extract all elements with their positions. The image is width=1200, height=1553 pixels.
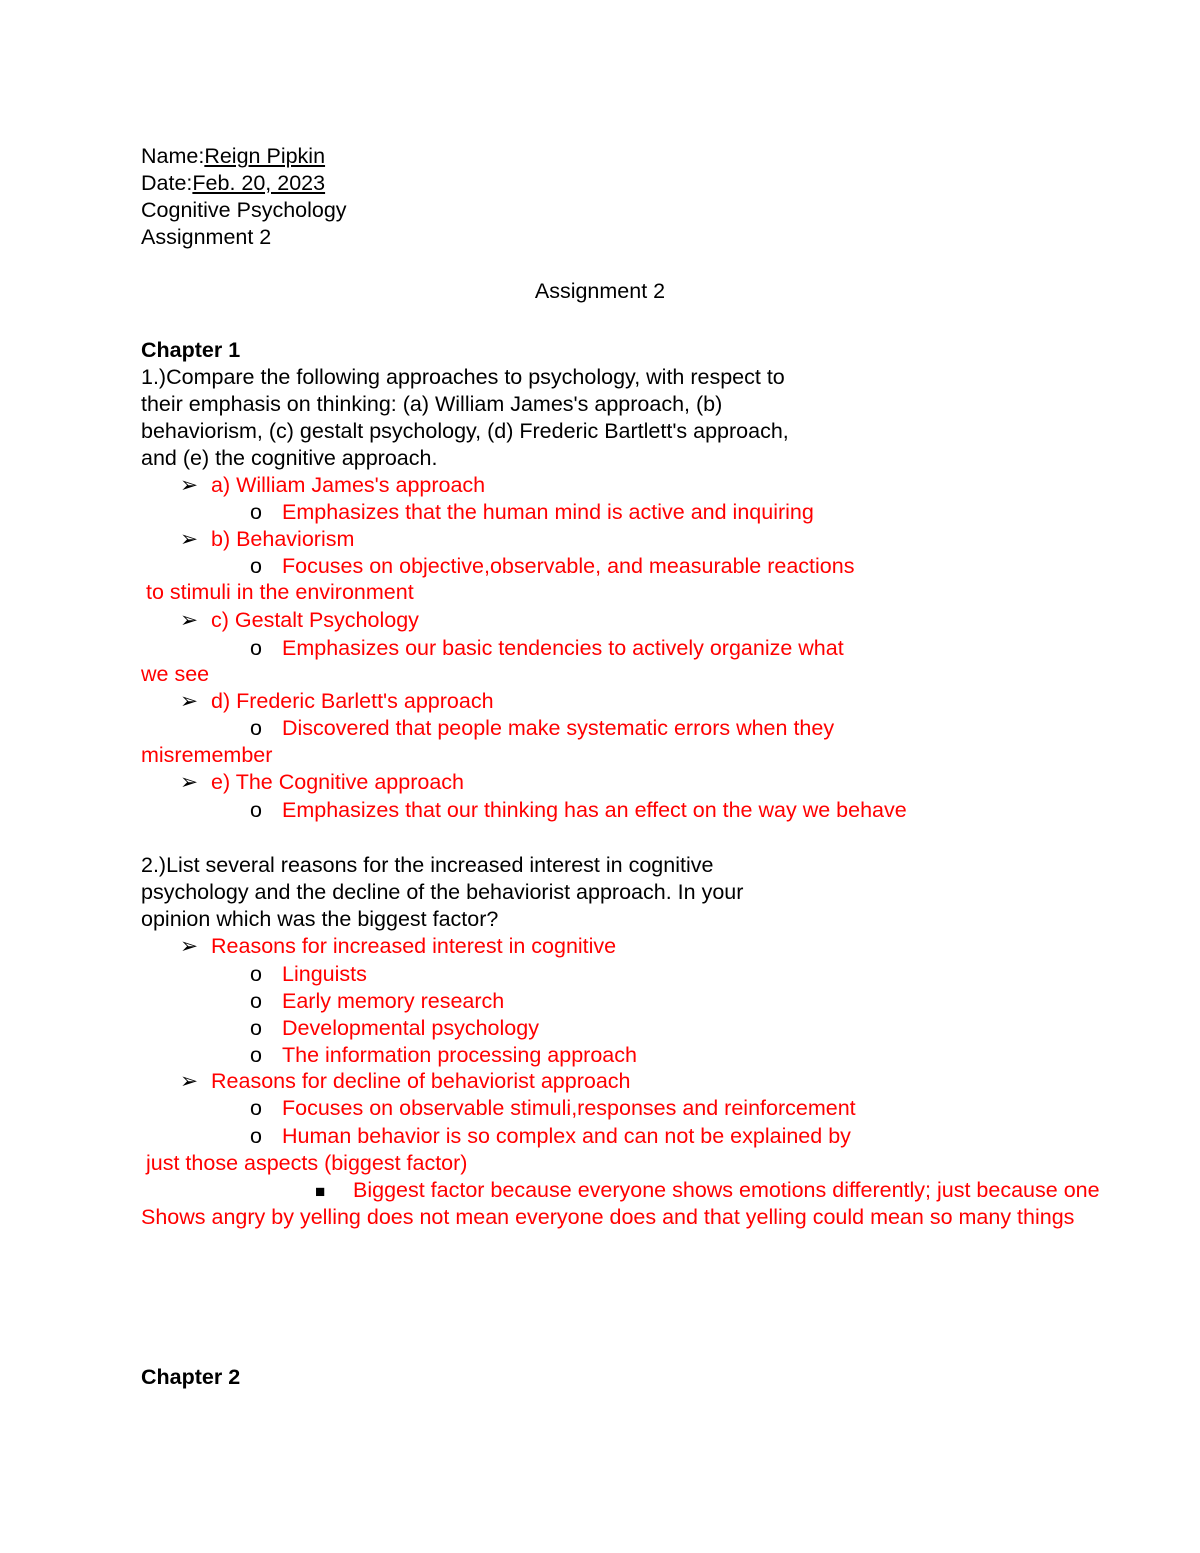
circle-bullet-icon: o	[250, 962, 262, 986]
name-value: Reign Pipkin	[204, 144, 326, 168]
q1-c-detail: Emphasizes our basic tendencies to actively organize what	[282, 636, 844, 660]
q2-text-line-2: psychology and the decline of the behaviorist approach. In your	[141, 880, 744, 904]
date-value: Feb. 20, 2023	[192, 171, 326, 195]
circle-bullet-icon: o	[250, 554, 262, 578]
q1-b-label: b) Behaviorism	[211, 527, 355, 551]
q2-text-line-3: opinion which was the biggest factor?	[141, 907, 499, 931]
q1-d-detail-continued: misremember	[141, 743, 273, 767]
q2-decline-item-2: Human behavior is so complex and can not be explained by	[282, 1124, 851, 1148]
arrow-bullet-icon: ➢	[180, 770, 199, 794]
circle-bullet-icon: o	[250, 500, 262, 524]
arrow-bullet-icon: ➢	[180, 608, 199, 632]
date-line	[141, 170, 325, 197]
circle-bullet-icon: o	[250, 989, 262, 1013]
square-bullet-icon: ■	[315, 1182, 326, 1201]
q2-increase-item: Linguists	[282, 962, 367, 986]
q2-decline-item-1: Focuses on observable stimuli,responses and reinforcement	[282, 1096, 856, 1120]
q2-increase-label: Reasons for increased interest in cognitive	[211, 934, 617, 958]
circle-bullet-icon: o	[250, 716, 262, 740]
q1-d-label: d) Frederic Barlett's approach	[211, 689, 494, 713]
name-line	[141, 143, 325, 170]
arrow-bullet-icon: ➢	[180, 473, 199, 497]
circle-bullet-icon: o	[250, 636, 262, 660]
q1-b-detail: Focuses on objective,observable, and measurable reactions	[282, 554, 855, 578]
q2-increase-item: Early memory research	[282, 989, 505, 1013]
q1-c-detail-continued: we see	[141, 662, 210, 686]
arrow-bullet-icon: ➢	[180, 1069, 199, 1093]
chapter-1-heading: Chapter 1	[141, 338, 241, 362]
q1-text-line-1: 1.)Compare the following approaches to psychology, with respect to	[141, 365, 785, 389]
circle-bullet-icon: o	[250, 1043, 262, 1067]
q2-increase-item: Developmental psychology	[282, 1016, 539, 1040]
q1-text-line-4: and (e) the cognitive approach.	[141, 446, 438, 470]
circle-bullet-icon: o	[250, 1124, 262, 1148]
q1-text-line-2: their emphasis on thinking: (a) William James's approach, (b)	[141, 392, 723, 416]
name-label: Name:	[141, 144, 205, 168]
assignment-label: Assignment 2	[141, 225, 272, 249]
q2-biggest-factor: Biggest factor because everyone shows emotions differently; just because one	[353, 1178, 1100, 1202]
q1-e-detail: Emphasizes that our thinking has an effect on the way we behave	[282, 798, 907, 822]
date-label: Date:	[141, 171, 193, 195]
q2-decline-item-2-continued: just those aspects (biggest factor)	[146, 1151, 468, 1175]
chapter-2-heading: Chapter 2	[141, 1365, 241, 1389]
q2-text-line-1: 2.)List several reasons for the increased interest in cognitive	[141, 853, 714, 877]
q1-text-line-3: behaviorism, (c) gestalt psychology, (d) Frederic Bartlett's approach,	[141, 419, 789, 443]
q1-a-detail: Emphasizes that the human mind is active and inquiring	[282, 500, 814, 524]
q2-decline-label: Reasons for decline of behaviorist approach	[211, 1069, 631, 1093]
circle-bullet-icon: o	[250, 798, 262, 822]
q1-e-label: e) The Cognitive approach	[211, 770, 464, 794]
arrow-bullet-icon: ➢	[180, 934, 199, 958]
circle-bullet-icon: o	[250, 1096, 262, 1120]
q2-increase-item: The information processing approach	[282, 1043, 637, 1067]
course-name: Cognitive Psychology	[141, 198, 347, 222]
arrow-bullet-icon: ➢	[180, 527, 199, 551]
arrow-bullet-icon: ➢	[180, 689, 199, 713]
q1-a-label: a) William James's approach	[211, 473, 486, 497]
q2-biggest-factor-continued: Shows angry by yelling does not mean everyone does and that yelling could mean so many things	[141, 1205, 1075, 1229]
q1-b-detail-continued: to stimuli in the environment	[146, 580, 414, 604]
circle-bullet-icon: o	[250, 1016, 262, 1040]
q1-d-detail: Discovered that people make systematic errors when they	[282, 716, 835, 740]
q1-c-label: c) Gestalt Psychology	[211, 608, 419, 632]
page-title: Assignment 2	[534, 279, 666, 303]
